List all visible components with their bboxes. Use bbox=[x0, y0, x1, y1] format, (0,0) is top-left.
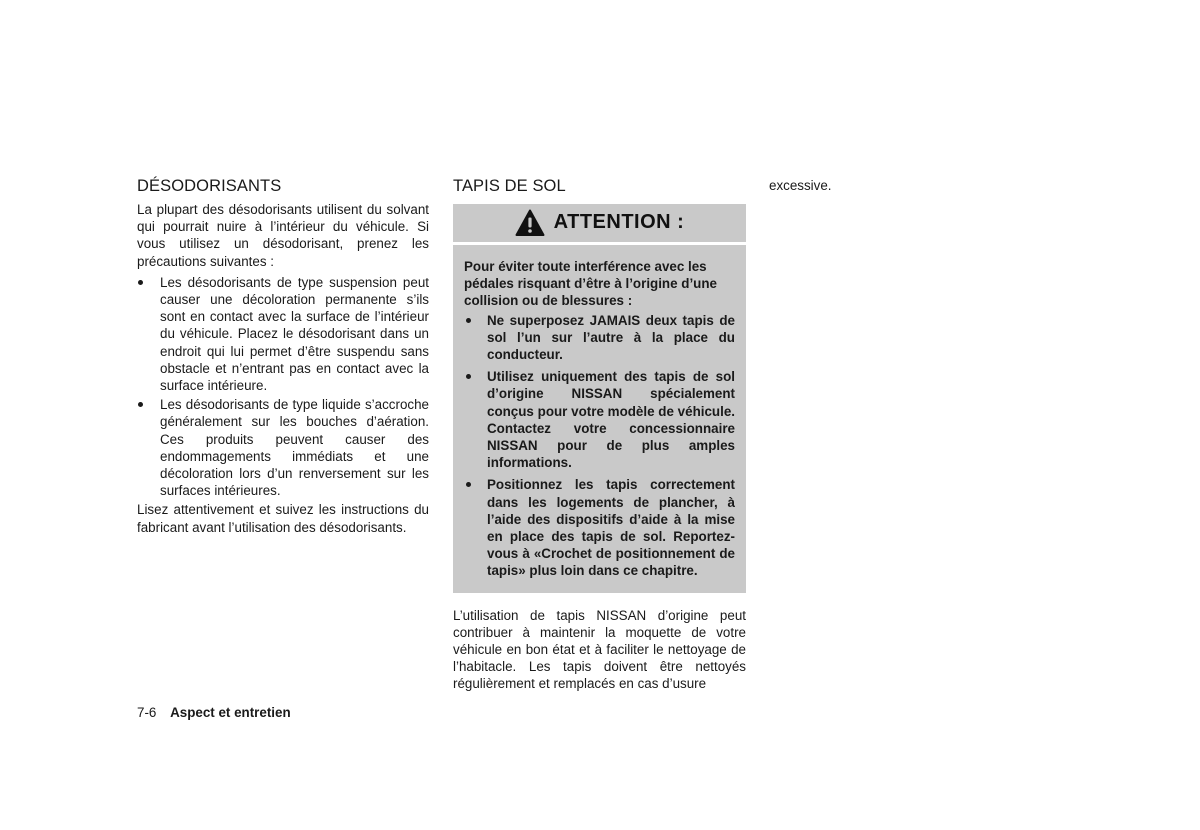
warning-header bbox=[453, 204, 746, 245]
warning-triangle-icon bbox=[515, 209, 545, 237]
warning-body bbox=[453, 245, 746, 593]
list-item: Positionnez les tapis correctement dans les logements de plancher, à l’aide des dispositifs d’aide à la mise en place des tapis de sol. Reportez-vous à «Crochet de positionnement de tapis» plus loin dans ce chapitre. bbox=[464, 476, 735, 579]
warning-intro: Pour éviter toute interférence avec les pédales risquant d’être à l’origine d’une collision ou de blessures : bbox=[464, 259, 717, 309]
section-heading-desodorisants: DÉSODORISANTS bbox=[137, 177, 282, 195]
list-item: Les désodorisants de type suspension peut causer une décoloration permanente s’ils sont en contact avec la surface de l’intérieur du véhicule. Placez le désodorisant dans un endroit qui lui permet d’être suspendu sans obstacle et n’entrant pas en contact avec la surface intérieure. bbox=[137, 274, 429, 394]
left-column bbox=[137, 176, 429, 536]
list-item: Ne superposez JAMAIS deux tapis de sol l’un sur l’autre à la place du conducteur. bbox=[464, 312, 735, 364]
continued-text: excessive. bbox=[769, 178, 832, 193]
page-footer bbox=[137, 705, 291, 720]
warning-list bbox=[464, 312, 735, 580]
warning-box bbox=[453, 204, 746, 593]
right-column bbox=[769, 176, 889, 194]
precautions-list bbox=[137, 274, 429, 500]
bullet-icon bbox=[466, 374, 471, 379]
page-number: 7-6 bbox=[137, 705, 157, 720]
bullet-icon bbox=[466, 318, 471, 323]
section-heading-tapis: TAPIS DE SOL bbox=[453, 177, 566, 195]
list-item: Les désodorisants de type liquide s’accroche généralement sur les bouches d’aération. Ces produits peuvent causer des endommagements immédiats et une décoloration lors d’un renversement sur les surfaces intérieures. bbox=[137, 396, 429, 499]
intro-paragraph: La plupart des désodorisants utilisent du solvant qui pourrait nuire à l’intérieur du véhicule. Si vous utilisez un désodorisant, prenez les précautions suivantes : bbox=[137, 202, 429, 269]
middle-column bbox=[453, 176, 746, 693]
bullet-icon bbox=[138, 402, 143, 407]
floor-mat-paragraph: L’utilisation de tapis NISSAN d’origine peut contribuer à maintenir la moquette de votre véhicule en bon état et à faciliter le nettoyage de l’habitacle. Les tapis doivent être nettoyés régulièrement et remplacés en cas d’usure bbox=[453, 607, 746, 692]
chapter-title: Aspect et entretien bbox=[170, 705, 291, 720]
warning-title: ATTENTION : bbox=[553, 211, 685, 234]
bullet-icon bbox=[466, 482, 471, 487]
bullet-icon bbox=[138, 280, 143, 285]
list-item: Utilisez uniquement des tapis de sol d’origine NISSAN spécialement conçus pour votre modèle de véhicule. Contactez votre concessionnaire NISSAN pour de plus amples informations. bbox=[464, 368, 735, 471]
closing-paragraph: Lisez attentivement et suivez les instructions du fabricant avant l’utilisation des désodorisants. bbox=[137, 502, 429, 535]
